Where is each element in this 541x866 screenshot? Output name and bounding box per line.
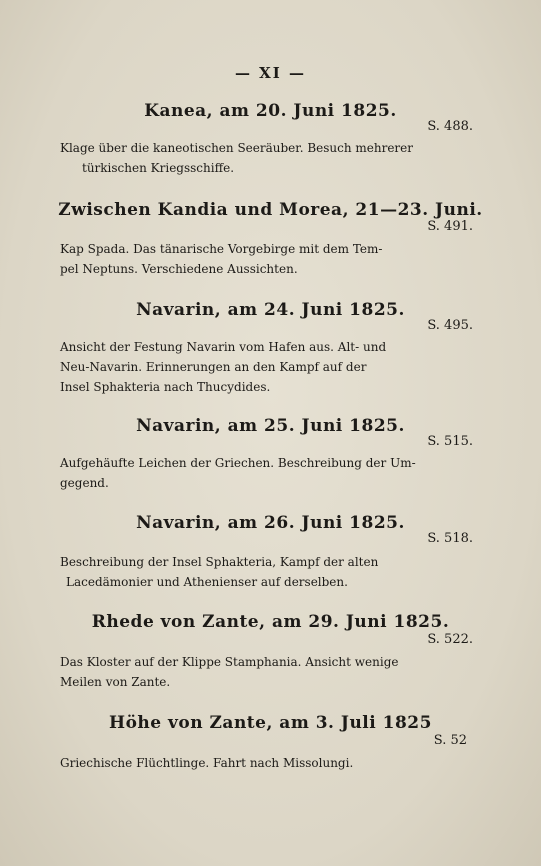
description-line: Klage über die kaneotischen Seeräuber. Besuch mehrerer [60,141,414,155]
description-line: Lacedämonier und Athenienser auf derselben. [66,575,348,589]
entry-title: Navarin, am 24. Juni 1825. [136,300,405,320]
entry-title: Zwischen Kandia und Morea, 21—23. Juni. [58,200,483,220]
toc-entry [0,712,541,770]
entry-description [60,753,476,773]
description-line: Kap Spada. Das tänarische Vorgebirge mit dem Tem- [60,242,383,256]
entry-description [60,337,476,397]
toc-entry [0,611,541,689]
description-line: türkischen Kriegsschiffe. [82,161,235,175]
description-line: Neu-Navarin. Erinnerungen an den Kampf auf der [60,360,367,374]
toc-entry [0,299,541,394]
entry-title: Navarin, am 25. Juni 1825. [136,416,405,436]
description-line: Insel Sphakteria nach Thucydides. [60,380,271,394]
entry-description [60,652,476,692]
description-line: Aufgehäufte Leichen der Griechen. Beschreibung der Um- [60,456,416,470]
entry-page-ref: S. 52 [433,733,467,748]
entry-description [60,552,476,592]
entry-page-ref: S. 515. [427,434,473,449]
toc-entry [0,512,541,589]
entry-description [60,138,476,178]
toc-entry [0,100,541,175]
entry-page-ref: S. 495. [427,318,473,333]
description-line: Ansicht der Festung Navarin vom Hafen aus. Alt- und [60,340,387,354]
entry-title: Rhede von Zante, am 29. Juni 1825. [91,612,450,632]
entry-description [60,453,476,493]
entry-title: Navarin, am 26. Juni 1825. [136,513,405,533]
toc-entry [0,415,541,490]
entry-title: Höhe von Zante, am 3. Juli 1825 [109,713,432,733]
entry-page-ref: S. 491. [427,219,473,234]
page-number: — XI — [234,64,307,82]
toc-entry [0,199,541,276]
description-line: gegend. [60,476,109,490]
description-line: pel Neptuns. Verschiedene Aussichten. [60,262,298,276]
entry-title: Kanea, am 20. Juni 1825. [144,101,397,121]
description-line: Beschreibung der Insel Sphakteria, Kampf der alten [60,555,379,569]
entry-description [60,239,476,279]
entry-page-ref: S. 488. [427,119,473,134]
entry-page-ref: S. 522. [427,632,473,647]
description-line: Das Kloster auf der Klippe Stamphania. Ansicht wenige [60,655,399,669]
entry-page-ref: S. 518. [427,531,473,546]
description-line: Griechische Flüchtlinge. Fahrt nach Missolungi. [60,756,354,770]
description-line: Meilen von Zante. [60,675,171,689]
